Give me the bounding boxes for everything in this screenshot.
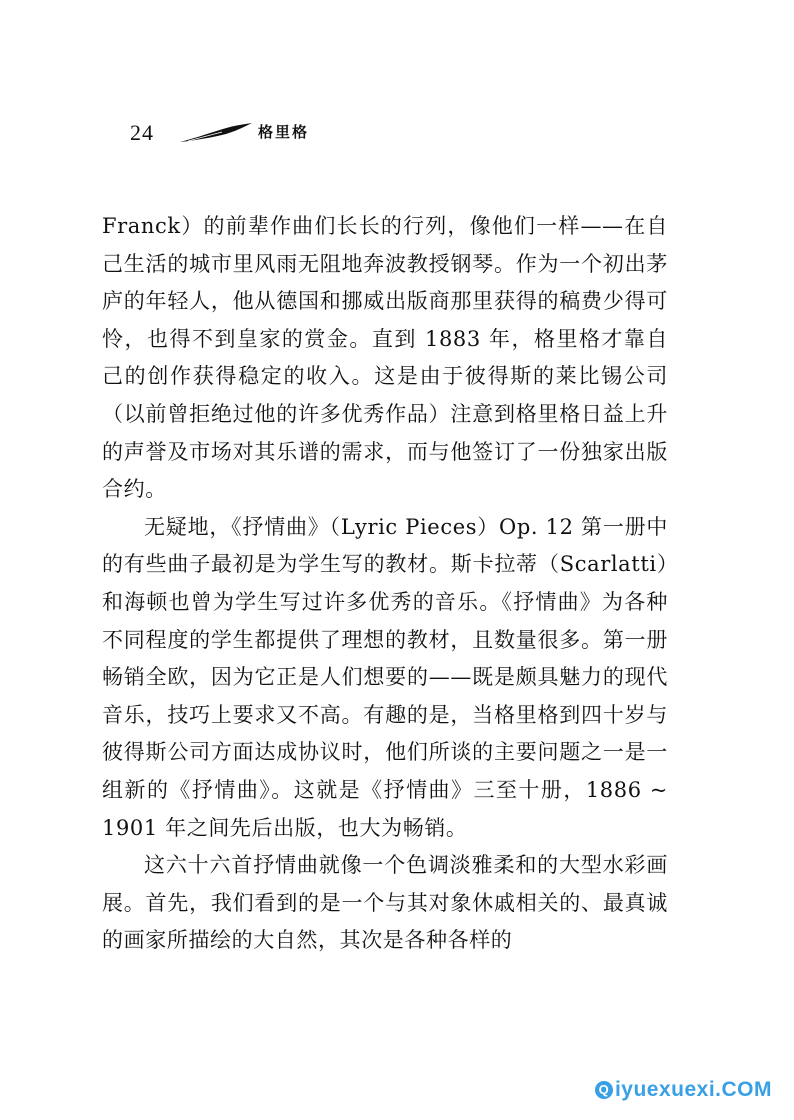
paragraph: Franck）的前辈作曲们长长的行列，像他们一样——在自己生活的城市里风雨无阻地奔波教授钢琴。作为一个初出茅庐的年轻人，他从德国和挪威出版商那里获得的稿费少得可怜，也得不到皇家的赏金。直到 1883 年，格里格才靠自己的创作获得稳定的收入。这是由于彼得斯的莱比锡公司（以前曾拒绝过他的许多优秀作品）注意到格里格日益上升的声誉及市场对其乐谱的需求，而与他签订了一份独家出版合约。 [102,214,668,502]
site-watermark [595,1078,772,1102]
page-number: 24 [130,120,154,145]
page-body [102,208,668,960]
watermark-text: iyuexuexi.COM [614,1078,772,1101]
paragraph: 无疑地，《抒情曲》（Lyric Pieces）Op. 12 第一册中的有些曲子最初是为学生写的教材。斯卡拉蒂（Scarlatti）和海顿也曾为学生写过许多优秀的音乐。《抒情曲》为各种不同程度的学生都提供了理想的教材，且数量很多。第一册畅销全欧，因为它正是人们想要的——既是颇具魅力的现代音乐，技巧上要求又不高。有趣的是，当格里格到四十岁与彼得斯公司方面达成协议时，他们所谈的主要问题之一是一组新的《抒情曲》。这就是《抒情曲》三至十册，1886 ~ 1901 年之间先后出版，也大为畅销。 [102,514,668,840]
running-title: 格里格 [258,123,310,141]
paragraph: 这六十六首抒情曲就像一个色调淡雅柔和的大型水彩画展。首先，我们看到的是一个与其对象休戚相关的、最真诚的画家所描绘的大自然，其次是各种各样的 [102,853,668,953]
watermark-logo-icon: Q [595,1081,613,1099]
quill-ornament-icon [178,122,254,144]
running-header [130,118,350,146]
